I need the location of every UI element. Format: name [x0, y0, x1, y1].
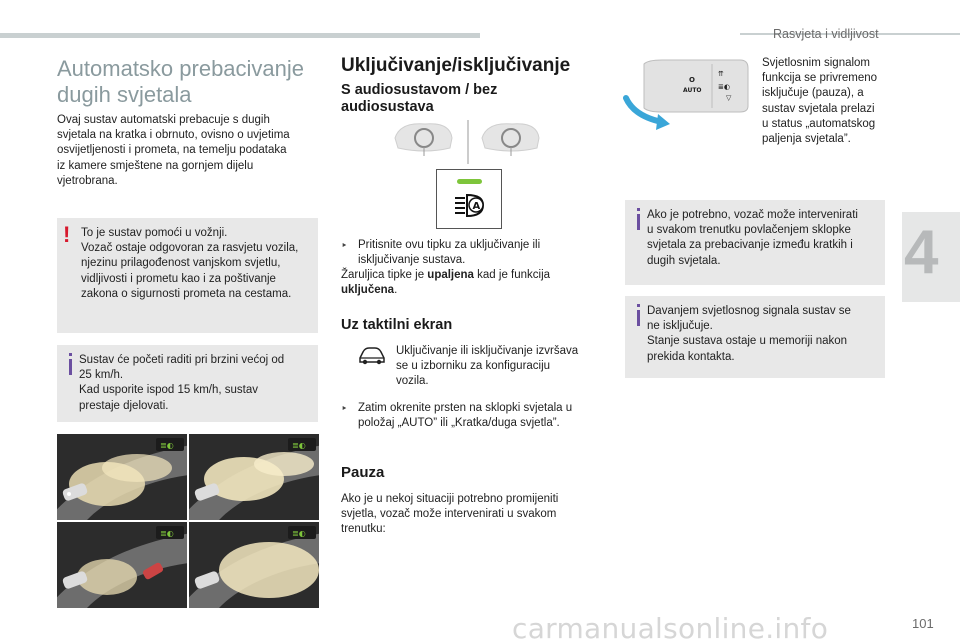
warning-line: vidljivosti i prometu kao i za poštivanje: [81, 272, 276, 285]
page-title-line2: dugih svjetala: [57, 82, 192, 107]
info-icon: [65, 353, 77, 377]
page-number: 101: [912, 616, 934, 631]
info-line: u svakom trenutku povlačenjem sklopke: [647, 224, 851, 237]
bullet-press-button: [358, 238, 588, 268]
intro-line: svjetala na kratka i obrnuto, ovisno o uvjetima: [57, 129, 290, 142]
subheading-audio-line1: S audiosustavom / bez: [341, 82, 498, 98]
lamp-text: Žaruljica tipke je: [341, 269, 428, 281]
page-title: [57, 56, 327, 108]
illustration-grid: [57, 434, 319, 608]
section-title: Rasvjeta i vidljivost: [773, 27, 879, 41]
pause-line: Ako je u nekoj situaciji potrebno promijeniti: [341, 493, 559, 505]
subheading-audio: [341, 82, 581, 116]
night-road-illustration: [189, 434, 319, 520]
subheading-touchscreen: Uz taktilni ekran: [341, 317, 453, 333]
pause-line: trenutku:: [341, 523, 386, 536]
pull-arrow-icon: [656, 114, 670, 130]
intro-paragraph: [57, 113, 313, 189]
steering-wheel-diagram: [380, 118, 555, 166]
header-rule-left: [0, 33, 480, 38]
stalk-line: u status „automatskog: [762, 117, 876, 130]
info-box-memory: [625, 296, 885, 378]
warning-line: To je sustav pomoći u vožnji.: [81, 227, 228, 239]
warning-line: zakona o sigurnosti prometa na cestama.: [81, 287, 292, 300]
auto-high-beam-button: [436, 169, 502, 229]
intro-line: iz kamere smještene na gornjem dijelu: [57, 159, 254, 172]
intro-line: osvijetljenosti i prometa, na temelju podataka: [57, 144, 287, 157]
chapter-number: 4: [904, 218, 939, 287]
stalk-auto-label: AUTO: [683, 87, 702, 94]
info-line: Kad usporite ispod 15 km/h, sustav: [79, 384, 258, 397]
intro-line: vjetrobrana.: [57, 174, 118, 187]
info-line: dugih svjetala.: [647, 254, 721, 267]
stalk-line: Svjetlosnim signalom: [762, 57, 871, 69]
svg-text:⇈: ⇈: [718, 70, 724, 78]
info-line: prestaje djelovati.: [79, 399, 169, 412]
lamp-status-text: [341, 268, 581, 298]
subheading-pause: Pauza: [341, 464, 385, 481]
info-line: ne isključuje.: [647, 320, 713, 333]
info-line: Sustav će početi raditi pri brzini većoj od: [79, 354, 285, 366]
bullet-line: položaj „AUTO” ili „Kratka/duga svjetla”.: [358, 417, 560, 430]
watermark: carmanualsonline.info: [512, 612, 829, 640]
section-heading-toggle: Uključivanje/isključivanje: [341, 55, 571, 76]
stalk-line: funkcija se privremeno: [762, 72, 878, 85]
warning-exclamation-icon: !: [63, 222, 71, 247]
light-stalk-diagram: [622, 56, 752, 134]
night-road-illustration: [57, 434, 187, 520]
svg-text:≣◐: ≣◐: [718, 83, 730, 91]
info-text: [647, 208, 858, 269]
stalk-line: sustav svjetala prelazi: [762, 102, 875, 115]
lamp-text: .: [394, 284, 398, 297]
bullet-line: isključivanje sustava.: [358, 254, 466, 267]
intro-line: Ovaj sustav automatski prebacuje s dugih: [57, 114, 270, 126]
touchscreen-text: [396, 344, 596, 390]
pause-paragraph: [341, 492, 586, 538]
svg-text:A: A: [472, 201, 481, 212]
info-line: Davanjem svjetlosnog signala sustav se: [647, 305, 851, 317]
touchscreen-line: vozila.: [396, 375, 429, 388]
info-line: prekida kontakta.: [647, 350, 735, 363]
svg-text:≣◐: ≣◐: [292, 529, 306, 538]
auto-headlamp-icon: [453, 192, 489, 220]
info-icon: [633, 304, 645, 328]
info-icon: [633, 208, 645, 232]
page-title-line1: Automatsko prebacivanje: [57, 56, 305, 81]
bullet-line: Zatim okrenite prsten na sklopki svjetala u: [358, 402, 573, 414]
info-box-speed: [57, 345, 318, 422]
stalk-o-label: O: [689, 76, 695, 84]
bullet-line: Pritisnite ovu tipku za uključivanje ili: [358, 239, 541, 251]
bullet-marker: ‣: [341, 403, 348, 415]
bullet-marker: ‣: [341, 240, 348, 252]
stalk-line: isključuje (pauza), a: [762, 87, 864, 100]
touchscreen-line: Uključivanje ili isključivanje izvršava: [396, 345, 579, 357]
info-text: [79, 353, 284, 414]
stalk-line: paljenja svjetala”.: [762, 133, 851, 146]
warning-text: [81, 226, 298, 302]
warning-box: [57, 218, 318, 333]
warning-line: njezinu prilagođenost vanjskom svjetlu,: [81, 257, 281, 270]
svg-text:≣◐: ≣◐: [292, 441, 306, 450]
info-text: [647, 304, 851, 365]
indicator-lamp-icon: [457, 179, 482, 184]
night-road-illustration: [189, 522, 319, 608]
info-line: 25 km/h.: [79, 369, 124, 382]
info-line: Ako je potrebno, vozač može intervenirati: [647, 209, 858, 221]
lamp-text-bold: upaljena: [427, 269, 474, 281]
svg-text:▽: ▽: [726, 94, 732, 102]
info-line: svjetala za prebacivanje između kratkih i: [647, 239, 853, 252]
subheading-audio-line2: audiosustava: [341, 99, 434, 115]
car-settings-icon: [357, 344, 387, 366]
pause-line: svjetla, vozač može intervenirati u svakom: [341, 508, 557, 521]
svg-text:≣◐: ≣◐: [160, 529, 174, 538]
stalk-description: [762, 56, 892, 147]
touchscreen-line: se u izborniku za konfiguraciju: [396, 360, 551, 373]
info-line: Stanje sustava ostaje u memoriji nakon: [647, 335, 848, 348]
info-box-intervene: [625, 200, 885, 285]
svg-text:≣◐: ≣◐: [160, 441, 174, 450]
bullet-turn-ring: [358, 401, 598, 431]
lamp-text-bold: uključena: [341, 284, 395, 297]
lamp-text: kad je funkcija: [473, 269, 551, 281]
night-road-illustration: [57, 522, 187, 608]
warning-line: Vozač ostaje odgovoran za rasvjetu vozila,: [81, 242, 299, 255]
